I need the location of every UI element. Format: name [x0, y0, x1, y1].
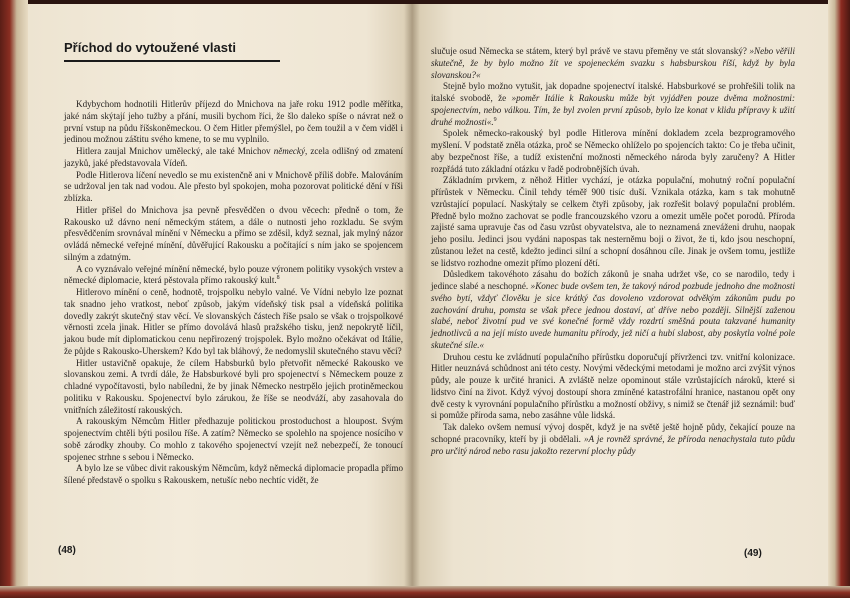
text-run: Základním prvkem, z něhož Hitler vychází, je otázka populační, mohutný roční populační přírůstek v Německu. Činil tehdy téměř 900 tisíc duší. Vznikala otázka, kam s tak mohutně vzrůstající populací. Naskýtaly se celkem čtyři způsoby, jak rozřešit bolavý populační problém. Předně bylo možno zachovat se podle francouzského vzoru a omezit uměle počet porodů. Příroda zajisté sama upravuje čas od času vzrůst obyvatelstva, ale to neznamená zneváženi druhu, naopak jeho posilu. Jedinci jsou vydáni napospas tak nesterněmu boji o život, že ti, kdo jsou neschopní, zůstanou ležet na cestě, kdežto jedinci silní a schopní dosáhnou cíle. Jinak je ovšem tomu, jestliže se lidstvo rozhodne omezit přímo plození dětí.: [431, 175, 795, 268]
text-run: Hitlerovo mínění o ceně, hodnotě, trojspolku nebylo valné. Ve Vídni nebylo lze poznat tak snadno jeho vratkost, neboť způsob, jakým vídeňský tisk psal a vídeňská politika dovedly zakrýt skutečný stav věcí. Ve slovanských částech říše psalo se však o trojspolkové věrnosti zcela jinak. Hitler se přímo dovolává hlasů pražského tisku, jenž nepokrytě líčil, jakou bude mít diplomatickou cenu nepřirozený trojspolek. Bylo možno očekávat od Itálie, že půjde s Rakousko-Uherskem? Kdo byl tak bláhový, že nedomyslil skutečného stavu věcí?: [64, 287, 403, 356]
paragraph: [431, 422, 795, 457]
book-edge-right: [828, 0, 850, 598]
text-run: Hitler ustavičně opakuje, že cílem Habsburků bylo přetvořit německé Rakousko ve slovanskou zemi. A tvrdí dále, že Habsburkové byli pro spojenectví s Německem pouze z chladné vypočítavosti, bylo nabíledni, že by jinak Německo nestrpělo jejich protiněmeckou politiku v Rakousku. Spojenectví bylo zárukou, že říše se neodváží, aby zasahovala do vnitřních záležitostí rakouských.: [64, 357, 403, 415]
text-run: Důsledkem takovéhoto zásahu do božích zákonů je snaha udržet vše, co se narodilo, tedy i jedince slabé a neschopné.: [431, 269, 795, 291]
paragraph: [64, 264, 403, 288]
text-run: »Konec bude ovšem ten, že takový národ pozbude jednoho dne možnosti svého bytí, vždyť člověku je sice krátký čas dovoleno vzdorovat odvěkým zákonům pudu po zachování druhu, pomsta se však přece jednou dostaví, ať dříve nebo později. Silnější zaženou slabé, neboť životní pud ve své konečné formě vždy rozdrtí směšná pouta takzvané humanity jednotlivců a na její místo uvede humanitu přírody, jež ničí a hubí slabost, aby poskytla volné pole skutečné síle.«: [431, 281, 795, 350]
text-run: Druhou cestu ke zvládnutí populačního přírůstku doporučují přívrženci tzv. vnitřní kolonizace. Hitler neuznává schůdnost ani této cesty. Novými vědeckými metodami je možno arci zvýšit výnos půdy, ale pouze k určité hranici. A zvláště nelze opominout stále vzrůstajících nároků, které si lidstvo činí na život. Když vývoj dostoupí shora zmíněné katastrofální hranice, nastanou opět ony dvě cesty k vyrovnání populačního přírůstku a možností obživy, s nimiž se čtenář již seznámil: buď si pomůže příroda sama, nebo zasáhne vůle lidská.: [431, 351, 795, 421]
left-page-text: [64, 99, 403, 487]
paragraph: [64, 358, 403, 417]
text-run: slučuje osud Německa se státem, který byl právě ve stavu přeměny ve stát slovanský?: [431, 46, 750, 56]
right-page: [412, 4, 828, 586]
text-run: Stejně bylo možno vytušit, jak dopadne spojenectví italské. Habsburkové se prohřešili tolik na italské svobodě, že: [431, 81, 795, 103]
paragraph: [431, 175, 795, 269]
text-run: A rakouským Němcům Hitler předhazuje politickou prostoduchost a hloupost. Svým spojenectvím chtěli býti posilou říše. A zatím? Německo se spolehlo na spojence nosícího v sobě zárodky zhouby. Co mohlo z takového spojenectví vzejít než nebezpečí, že tonoucí spojenec strhne s sebou i Německo.: [64, 416, 403, 462]
book-edge-left: [0, 0, 28, 598]
book-gutter: [404, 4, 420, 586]
text-run: Hitlera zaujal Mnichov umělecký, ale také Mnichov: [76, 146, 274, 156]
paragraph: [64, 416, 403, 463]
paragraph: [431, 46, 795, 81]
text-run: »poměr Itálie k Rakousku může být vyjádřen pouze dvěma možnostmi: spojenectvím, nebo válkou. Tím, že byl zvolen první způsob, bylo lze konat v klidu přípravy k užití druhé možnosti«.: [431, 93, 795, 127]
paragraph: [431, 128, 795, 175]
book-cover-bottom: [0, 586, 850, 598]
paragraph: [64, 463, 403, 487]
text-run: Podle Hitlerova líčení nevedlo se mu existenčně ani v Mnichově příliš dobře. Malováním se udržoval jen tak nad vodou. Ale přesto byl spokojen, moha pozorovat politické dění v říši zblízka.: [64, 169, 403, 203]
page-number-left: (48): [58, 545, 76, 556]
text-run: německý: [273, 146, 305, 156]
text-run: Kdybychom hodnotili Hitlerův příjezd do Mnichova na jaře roku 1912 podle měřítka, jaké nám skýtají jeho tužby a přání, musili bychom říci, že šlo daleko spíše o návrat než o první vstup na půdu říšskoněmeckou. O čem Hitler přemýšlel, po čem toužil a v čem viděl i jedinou možnou záštitu svého kmene, to se mu vyplnilo.: [64, 99, 403, 145]
page-number-right: (49): [744, 548, 762, 559]
paragraph: [64, 170, 403, 205]
paragraph: [64, 287, 403, 358]
footnote-mark: 9: [493, 116, 497, 123]
paragraph: [64, 205, 403, 264]
text-run: Spolek německo-rakouský byl podle Hitlerova mínění dokladem zcela bezprogramového myšlení. V podstatě zněla otázka, proč se Německo ohlíželo po spojencích takto: Co je třeba učinit, aby bezpečnost říše, a tudíž existenční možnosti německého národa byly zaručeny? A Hitler rozpřádá tuto základní otázku v řadě podrobnějších úvah.: [431, 128, 795, 174]
footnote-mark: 8: [276, 275, 280, 282]
text-run: »Nebo věřili skutečně, že by bylo možno žít ve spojeneckém svazku s habsburskou říší, když by byla slovanskou?«: [431, 46, 795, 80]
text-run: A bylo lze se vůbec divit rakouským Němcům, když německá diplomacie propadla přímo šílené představě o spolku s Rakouskem, netušíc nebo nechtíc vidět, že: [64, 463, 403, 485]
text-run: , zcela odlišný od zmatení jazyků, jaké představovala Vídeň.: [64, 146, 403, 168]
paragraph: [64, 146, 403, 170]
text-run: Hitler přišel do Mnichova jsa pevně přesvědčen o dvou věcech: předně o tom, že Rakousko už dávno není německým státem, a dále o nutnosti jeho rozkladu. Se svým přesvědčením srovnával mínění v Německu a přímo se zděsil, když seznal, jak mylný názor ovládá německé veřejné mínění, důvěřující Rakousku a počítající s ním jako se spojencem silným a zdatným.: [64, 204, 403, 262]
chapter-title: Příchod do vytoužené vlasti: [64, 40, 236, 55]
right-page-text: [431, 46, 795, 457]
paragraph: [431, 352, 795, 423]
text-run: Tak daleko ovšem nemusí vývoj dospět, když je na světě ještě hojně půdy, čekající pouze na schopné pracovníky, kteří by ji obdělali.: [431, 422, 795, 444]
left-page: [28, 4, 412, 586]
text-run: A co vyznávalo veřejné mínění německé, bylo pouze výronem politiky vysokých vrstev a německé diplomacie, která pěstovala přímo rakouský kult.: [64, 263, 403, 286]
paragraph: [431, 81, 795, 128]
title-underline: [64, 60, 280, 62]
paragraph: [64, 99, 403, 146]
paragraph: [431, 269, 795, 351]
text-run: »A je rovněž správné, že příroda nenachystala tuto půdu pro určitý národ nebo rasu jakožto rezervní plochy půdy: [431, 433, 795, 456]
